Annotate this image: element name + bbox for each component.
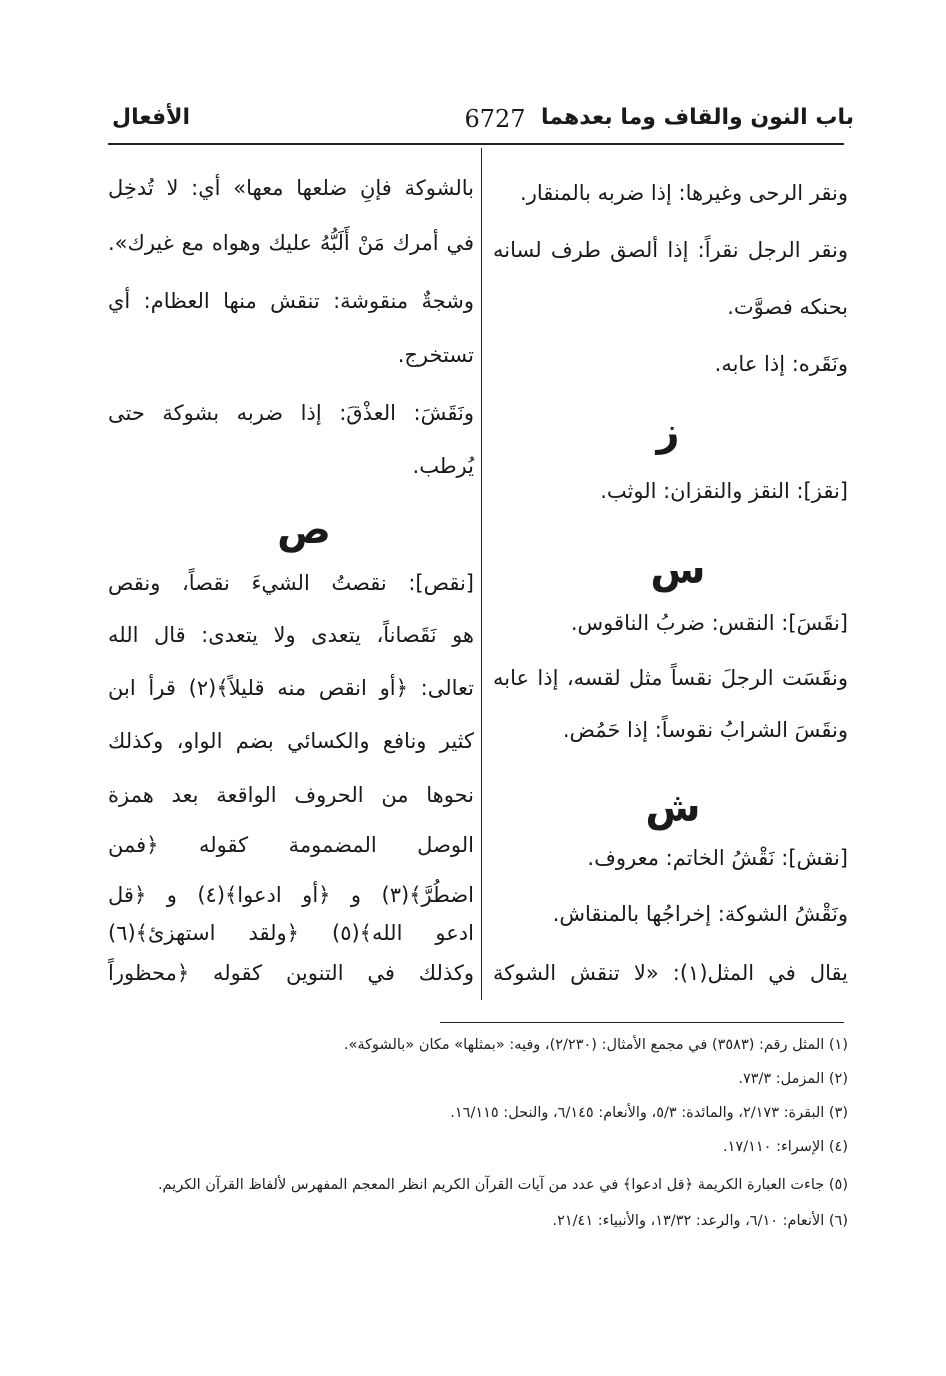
text-line: ونَقَره: إذا عابه. xyxy=(714,352,848,376)
right-column xyxy=(493,148,848,1008)
footnote: (٣) البقرة: ٢/١٧٣، والمائدة: ٥/٣، والأنعام: ٦/١٤٥، والنحل: ١٦/١١٥. xyxy=(450,1105,848,1121)
text-line: ونقَسَ الشرابُ نقوساً: إذا حَمُض. xyxy=(562,718,848,742)
entry-headword-line: [نقص]: نقصتُ الشيءَ نقصاً، ونقص xyxy=(108,571,474,595)
section-title: الأفعال xyxy=(112,105,191,130)
text-line: بالشوكة فإنِ ضلعها معها» أي: لا تُدخِل xyxy=(108,176,474,200)
section-letter-sh: ش xyxy=(645,785,701,831)
footnote: (٥) جاءت العبارة الكريمة ﴿قل ادعوا﴾ في عدد من آيات القرآن الكريم انظر المعجم المفهرس لألفاظ القرآن الكريم. xyxy=(157,1177,848,1193)
text-line: وكذلك في التنوين كقوله ﴿محظوراً xyxy=(108,961,474,985)
column-divider xyxy=(481,148,482,1000)
text-line: ادعو الله﴾(٥) ﴿ولقد استهزئ﴾(٦) xyxy=(108,921,474,945)
footnote: (٦) الأنعام: ٦/١٠، والرعد: ١٣/٣٢، والأنبياء: ٢١/٤١. xyxy=(552,1213,848,1229)
text-line: نحوها من الحروف الواقعة بعد همزة xyxy=(108,783,474,807)
entry-headword-line: [نقز]: النقز والنقزان: الوثب. xyxy=(600,479,848,503)
text-line: هو نَقَصاناً، يتعدى ولا يتعدى: قال الله xyxy=(108,623,474,647)
text-line: بحنكه فصوَّت. xyxy=(727,295,848,319)
left-column xyxy=(108,148,474,1008)
text-line: ونَقَشَ: العذْقَ: إذا ضربه بشوكة حتى xyxy=(108,401,474,425)
text-line: اضطُرَّ﴾(٣) و ﴿أو ادعوا﴾(٤) و ﴿قل xyxy=(108,883,474,907)
header-rule xyxy=(108,143,844,145)
section-letter-z: ز xyxy=(656,409,680,455)
page-number: 6727 xyxy=(464,105,526,133)
footnote: (١) المثل رقم: (٣٥٨٣) في مجمع الأمثال: (٢/٢٣٠)، وفيه: «بمثلها» مكان «بالشوكة». xyxy=(343,1037,848,1053)
text-line: يقال في المثل(١): «لا تنقش الشوكة xyxy=(493,961,848,985)
text-line: يُرطب. xyxy=(412,454,474,478)
text-line: الوصل المضمومة كقوله ﴿فمن xyxy=(108,833,474,857)
text-line: تعالى: ﴿أو انقص منه قليلاً﴾(٢) قرأ ابن xyxy=(108,676,475,700)
text-line: وشجةٌ منقوشة: تنقش منها العظام: أي xyxy=(108,289,474,313)
text-line: ونقر الرجل نقراً: إذا ألصق طرف لسانه xyxy=(493,238,848,262)
text-line: في أمرك مَنْ أَلَبُّهُ عليك وهواه مع غيرك». xyxy=(108,231,474,255)
footnote-rule xyxy=(440,1022,844,1023)
entry-headword-line: [نقَسَ]: النقس: ضربُ الناقوس. xyxy=(570,611,848,635)
text-line: تستخرج. xyxy=(397,343,474,367)
chapter-title: باب النون والقاف وما بعدهما xyxy=(541,105,854,130)
section-letter-sad: ص xyxy=(277,507,331,553)
section-letter-s: س xyxy=(650,547,706,593)
footnote: (٢) المزمل: ٧٣/٣. xyxy=(738,1071,848,1087)
entry-headword-line: [نقش]: نَقْشُ الخاتم: معروف. xyxy=(587,846,848,870)
text-line: ونقَسَت الرجلَ نقساً مثل لقسه، إذا عابه xyxy=(493,666,848,690)
footnote: (٤) الإسراء: ١٧/١١٠. xyxy=(723,1139,848,1155)
text-line: كثير ونافع والكسائي بضم الواو، وكذلك xyxy=(108,729,474,753)
text-line: ونقر الرحى وغيرها: إذا ضربه بالمنقار. xyxy=(520,181,848,205)
text-line: ونَقْشُ الشوكة: إخراجُها بالمنقاش. xyxy=(552,902,848,926)
